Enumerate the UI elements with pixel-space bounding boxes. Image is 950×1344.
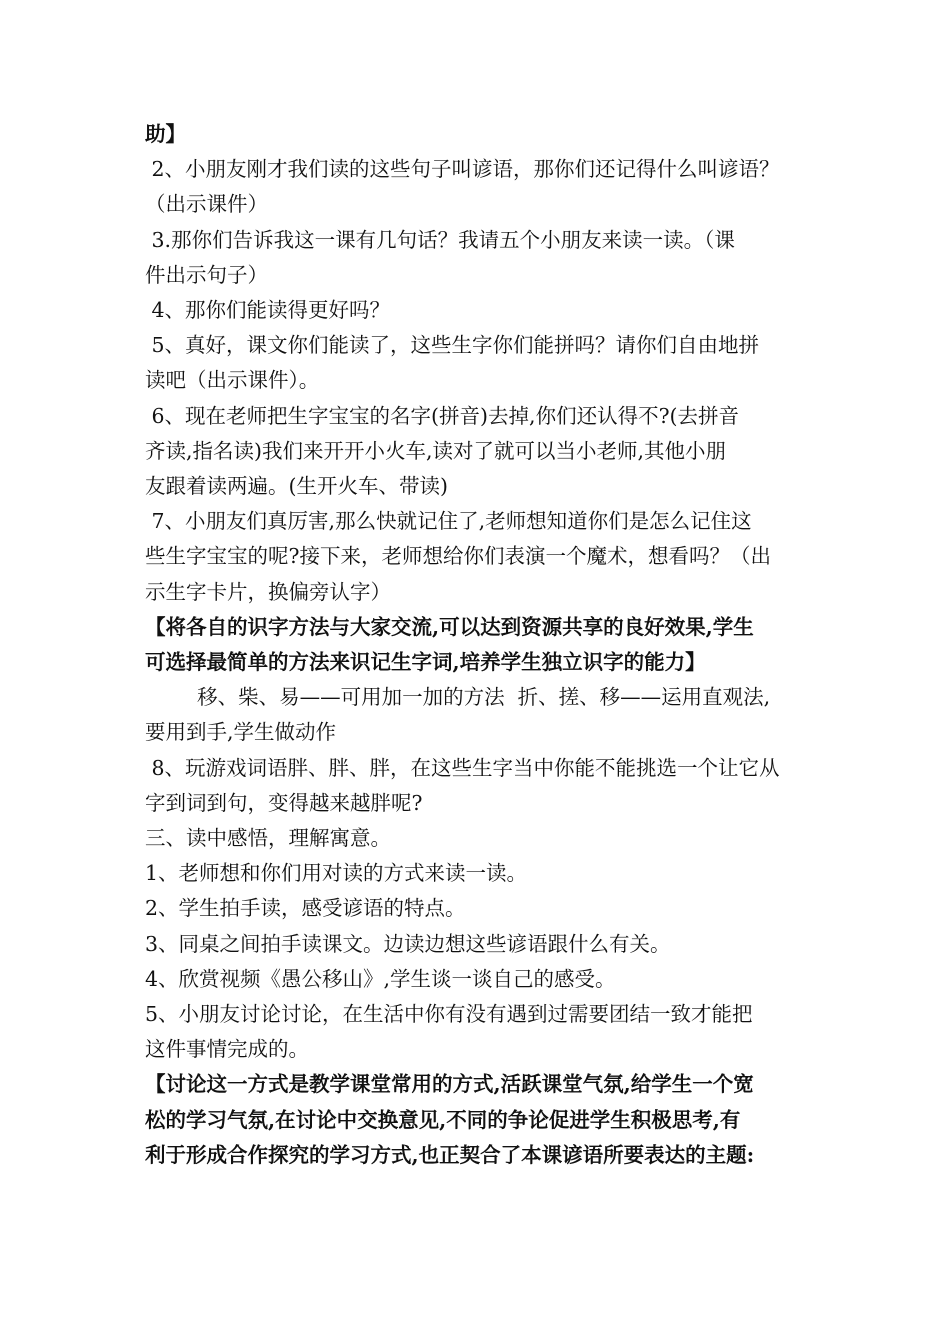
text-line: 利于形成合作探究的学习方式,也正契合了本课谚语所要表达的主题:: [145, 1142, 755, 1167]
text-line: 2、学生拍手读，感受谚语的特点。: [145, 896, 466, 921]
text-line: 【将各自的识字方法与大家交流,可以达到资源共享的良好效果,学生: [145, 614, 754, 639]
text-line: 4、那你们能读得更好吗？: [145, 298, 391, 322]
text-line: （出示课件）: [145, 192, 268, 217]
text-line: 字到词到句，变得越来越胖呢?: [145, 790, 423, 815]
text-line: 3.那你们告诉我这一课有几句话？我请五个小朋友来读一读。（课: [145, 227, 735, 252]
text-line: 7、小朋友们真厉害,那么快就记住了,老师想知道你们是怎么记住这: [145, 509, 752, 534]
text-line: 3、同桌之间拍手读课文。边读边想这些谚语跟什么有关。: [145, 931, 671, 956]
text-line: 这件事情完成的。: [145, 1037, 309, 1062]
text-line: 三、读中感悟，理解寓意。: [145, 826, 391, 850]
text-line: 5、真好，课文你们能读了，这些生字你们能拼吗？请你们自由地拼: [145, 333, 760, 358]
text-line: 【讨论这一方式是教学课堂常用的方式,活跃课堂气氛,给学生一个宽: [145, 1072, 754, 1097]
text-line: 示生字卡片，换偏旁认字）: [145, 579, 391, 604]
text-line: 要用到手,学生做动作: [145, 720, 337, 745]
text-line: 6、现在老师把生字宝宝的名字(拼音)去掉,你们还认得不?(去拼音: [145, 403, 740, 428]
text-line: 齐读,指名读)我们来开开小火车,读对了就可以当小老师,其他小朋: [145, 438, 727, 463]
text-line: 8、玩游戏词语胖、胖、胖，在这些生字当中你能不能挑选一个让它从: [145, 755, 780, 780]
text-line: 1、老师想和你们用对读的方式来读一读。: [145, 861, 528, 886]
text-line: 些生字宝宝的呢?接下来，老师想给你们表演一个魔术，想看吗？（出: [145, 544, 771, 569]
text-line: 可选择最简单的方法来识记生字词,培养学生独立识字的能力】: [145, 650, 706, 674]
text-line: 5、小朋友讨论讨论，在生活中你有没有遇到过需要团结一致才能把: [145, 1002, 753, 1026]
text-line: 件出示句子）: [145, 262, 268, 287]
text-line: 松的学习气氛,在讨论中交换意见,不同的争论促进学生积极思考,有: [145, 1107, 741, 1132]
text-line: 助】: [145, 122, 186, 146]
text-line: 友跟着读两遍。(生开火车、带读): [145, 474, 448, 498]
text-line: 2、小朋友刚才我们读的这些句子叫谚语，那你们还记得什么叫谚语？: [145, 157, 780, 182]
text-line: 移、柴、易——可用加一加的方法 折、搓、移——运用直观法,: [145, 685, 771, 710]
text-line: 4、欣赏视频《愚公移山》,学生谈一谈自己的感受。: [145, 966, 616, 991]
text-line: 读吧（出示课件）。: [145, 368, 320, 393]
